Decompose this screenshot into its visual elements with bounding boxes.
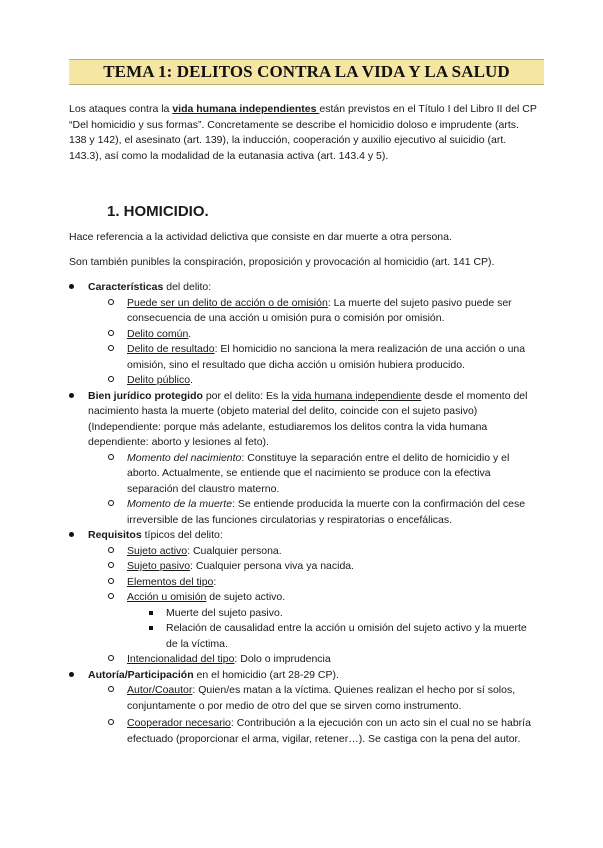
subsubitem-text: Muerte del sujeto pasivo. [166, 606, 283, 619]
list-subitem [0, 373, 603, 389]
subitem-text: : Se entiende producida la muerte con la confirmación del cese irreversible de las funciones circulatorias y respiratorias o encefálicas. [127, 498, 526, 526]
item-text: del delito: [163, 281, 212, 293]
intro-text: Los ataques contra la [69, 103, 173, 115]
bullet-icon [69, 668, 74, 684]
subitem-text: : Contribución a la ejecución con un acto sin el cual no se habría efectuado (proporcionar el arma, vigilar, retener…). Se castiga con la pena del autor. [127, 717, 531, 745]
circle-bullet-icon [108, 559, 114, 575]
list-item-autoria [0, 668, 603, 684]
list-subitem [0, 559, 603, 575]
list-subsubitem [0, 606, 603, 622]
section-heading-homicidio: 1. HOMICIDIO. [107, 203, 209, 220]
circle-bullet-icon [108, 451, 114, 467]
subitem-text: : El homicidio no sanciona la mera realización de una acción o una omisión, sino el resultado que dicha acción u omisión hubiera producido. [127, 343, 526, 371]
subitem-term: Momento del nacimiento [127, 451, 242, 464]
subitem-text: : Dolo o imprudencia [234, 653, 331, 665]
item-underlined-term: vida humana independiente [292, 389, 422, 402]
intro-text-rest: están previstos en el Título I del Libro II del CP “Del homicidio y sus formas”. Concretamente se describe el homicidio doloso e imprudente (arts. 138 y 142), el asesinato (art. 139), la inducción, cooperación y auxilio ejecutivo al suicidio (art. 143.3), así como la modalidad de la eutanasia activa (art. 143.4 y 5). [69, 103, 537, 162]
list-subitem [0, 716, 603, 747]
list-subitem [0, 544, 603, 560]
circle-bullet-icon [108, 342, 114, 358]
circle-bullet-icon [108, 683, 114, 699]
subitem-term: Delito de resultado [127, 343, 215, 355]
subitem-text: : Cualquier persona. [187, 544, 282, 557]
list-subsubitem [0, 621, 603, 652]
subitem-term: Elementos del tipo [127, 575, 214, 588]
item-label: Características [88, 281, 164, 293]
circle-bullet-icon [108, 575, 114, 591]
outline-list [0, 280, 603, 747]
list-item-bien-juridico [0, 389, 603, 451]
section-paragraph-1: Hace referencia a la actividad delictiva que consiste en dar muerte a otra persona. [69, 231, 452, 243]
subitem-term: Intencionalidad del tipo [127, 653, 235, 665]
bullet-icon [69, 280, 74, 296]
subitem-term: Acción u omisión [127, 591, 207, 603]
subitem-term: Delito público [127, 374, 191, 386]
subsubitem-text: Relación de causalidad entre la acción u omisión del sujeto activo y la muerte de la víctima. [166, 622, 527, 650]
item-label: Bien jurídico protegido [88, 389, 203, 402]
circle-bullet-icon [108, 497, 114, 513]
subitem-term: Delito común [127, 327, 189, 340]
square-bullet-icon [149, 606, 153, 622]
subitem-term: Momento de la muerte [127, 498, 233, 510]
circle-bullet-icon [108, 544, 114, 560]
list-subitem [0, 652, 603, 668]
subitem-term: Sujeto activo [127, 544, 188, 557]
subitem-text: : Quien/es matan a la víctima. Quienes realizan el hecho por sí solos, conjuntamente o por medio de otro del que se sirven como instrumento. [127, 684, 516, 712]
bullet-icon [69, 389, 74, 405]
list-subitem [0, 497, 603, 528]
list-subitem [0, 683, 603, 714]
item-text: por el delito: Es la [202, 389, 293, 402]
item-label: Requisitos [88, 529, 142, 541]
circle-bullet-icon [108, 296, 114, 312]
circle-bullet-icon [108, 716, 114, 732]
list-item-requisitos [0, 528, 603, 544]
list-subitem [0, 296, 603, 327]
subitem-text: : Cualquier persona viva ya nacida. [190, 560, 355, 572]
title-banner [69, 59, 544, 85]
subitem-term: Cooperador necesario [127, 717, 231, 729]
subitem-text: : [213, 575, 217, 588]
list-subitem [0, 327, 603, 343]
list-subitem [0, 590, 603, 606]
document-title: TEMA 1: DELITOS CONTRA LA VIDA Y LA SALUD [103, 62, 510, 81]
circle-bullet-icon [108, 327, 114, 343]
bullet-icon [69, 528, 74, 544]
list-subitem [0, 575, 603, 591]
circle-bullet-icon [108, 590, 114, 606]
list-subitem [0, 342, 603, 373]
subitem-term: Sujeto pasivo [127, 560, 191, 572]
subitem-term: Autor/Coautor [127, 684, 193, 696]
list-item-caracteristicas [0, 280, 603, 296]
circle-bullet-icon [108, 373, 114, 389]
item-text: en el homicidio (art 28-29 CP). [193, 668, 339, 681]
subitem-text: . [188, 327, 192, 340]
subitem-text: . [190, 374, 193, 386]
intro-paragraph [69, 102, 539, 164]
item-label: Autoría/Participación [88, 668, 194, 681]
list-subitem [0, 451, 603, 498]
subitem-text: : La muerte del sujeto pasivo puede ser consecuencia de una acción u omisión pura o comisión por omisión. [127, 296, 512, 324]
intro-underlined-term: vida humana independientes [172, 103, 320, 115]
circle-bullet-icon [108, 652, 114, 668]
subitem-text: : Constituye la separación entre el delito de homicidio y el aborto. Actualmente, se entiende que el nacimiento se produce con la efectiva separación del claustro materno. [127, 451, 510, 495]
square-bullet-icon [149, 621, 153, 637]
item-text-rest: desde el momento del nacimiento hasta la muerte (objeto material del delito, coincide con el sujeto pasivo) (Independiente: porque más adelante, estudiaremos los delitos contra la vida humana dependiente: aborto y lesiones al feto). [88, 389, 528, 448]
subitem-term: Puede ser un delito de acción o de omisión [127, 296, 328, 309]
item-text: típicos del delito: [141, 529, 223, 541]
subitem-text: de sujeto activo. [206, 591, 286, 603]
section-paragraph-2: Son también punibles la conspiración, proposición y provocación al homicidio (art. 141 CP). [69, 256, 495, 268]
